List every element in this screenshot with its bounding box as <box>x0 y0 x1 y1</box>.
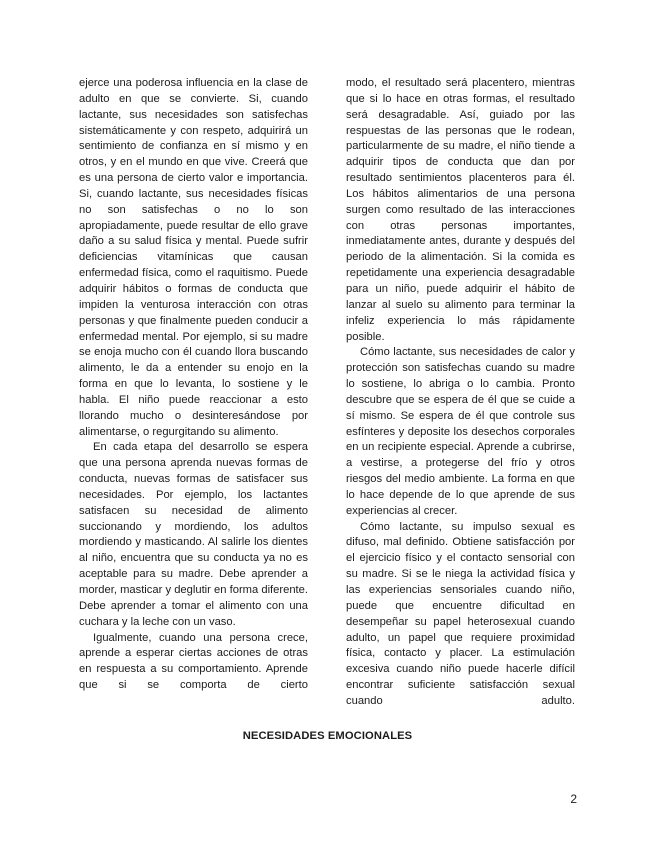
paragraph: Igualmente, cuando una persona crece, aprende a esperar ciertas acciones de otras en respuesta a su comportamiento. Aprende que si se comporta de cierto <box>79 631 308 692</box>
paragraph: Cómo lactante, sus necesidades de calor y protección son satisfechas cuando su madre lo sostiene, lo abriga o lo cambia. Pronto descubre que se espera de él que se cuide a sí mismo. Se espera de él que controle sus esfínteres y deposite los desechos corporales en un recipiente especial. Aprende a cubrirse, a vestirse, a protegerse del frío y otros riesgos del medio ambiente. La forma en que lo hace depende de lo que aprende de sus experiencias al crecer. <box>346 346 575 517</box>
left-column <box>79 76 308 694</box>
page-number: 2 <box>570 792 577 806</box>
paragraph: ejerce una poderosa influencia en la clase de adulto en que se convierte. Si, cuando lactante, sus necesidades son satisfechas sistemáticamente y con respeto, adquirirá un sentimiento de confianza en sí mismo y en otros, y en el mundo en que vive. Creerá que es una persona de cierto valor e importancia. Si, cuando lactante, sus necesidades físicas no son satisfechas o no lo son apropiadamente, puede resultar de ello grave daño a su salud física y mental. Puede sufrir deficiencias vitamínicas que causan enfermedad física, como el raquitismo. Puede adquirir hábitos o formas de conducta que impiden la venturosa interacción con otras personas y que finalmente pueden conducir a enfermedad mental. Por ejemplo, si su madre se enoja mucho con él cuando llora buscando alimento, le da a entender su enojo en la forma en que lo levanta, lo sostiene y le habla. El niño puede reaccionar a esto llorando mucho o desinteresándose por alimentarse, o regurgitando su alimento. <box>79 77 308 438</box>
section-heading: NECESIDADES EMOCIONALES <box>242 730 413 742</box>
right-column <box>346 76 575 710</box>
paragraph: En cada etapa del desarrollo se espera que una persona aprenda nuevas formas de conducta, nuevas formas de satisfacer sus necesidades. Por ejemplo, los lactantes satisfacen su necesidad de alimento succionando y mordiendo, los adultos mordiendo y masticando. Al salirle los dientes al niño, encuentra que su conducta ya no es aceptable para su madre. Debe aprender a morder, masticar y deglutir en forma diferente. Debe aprender a tomar el alimento con una cuchara y la leche con un vaso. <box>79 441 308 628</box>
paragraph: modo, el resultado será placentero, mientras que si lo hace en otras formas, el resultado será desagradable. Así, guiado por las respuestas de las personas que le rodean, particularmente de su madre, el niño tiende a adquirir tipos de conducta que dan por resultado sentimientos placenteros para él. Los hábitos alimentarios de una persona surgen como resultado de las interacciones con otras personas importantes, inmediatamente antes, durante y después del periodo de la alimentación. Si la comida es repetidamente una experiencia desagradable para un niño, puede adquirir el hábito de lanzar al suelo su alimento para terminar la infeliz experiencia lo más rápidamente posible. <box>346 77 575 343</box>
paragraph: Cómo lactante, su impulso sexual es difuso, mal definido. Obtiene satisfacción por el ejercicio físico y el contacto sensorial con su madre. Si se le niega la actividad física y las experiencias sensoriales cuando niño, puede que encuentre dificultad en desempeñar su papel heterosexual cuando adulto, un papel que requiere proximidad física, contacto y placer. La estimulación excesiva cuando niño puede hacerle difícil encontrar suficiente satisfacción sexual cuando adulto. <box>346 520 575 707</box>
